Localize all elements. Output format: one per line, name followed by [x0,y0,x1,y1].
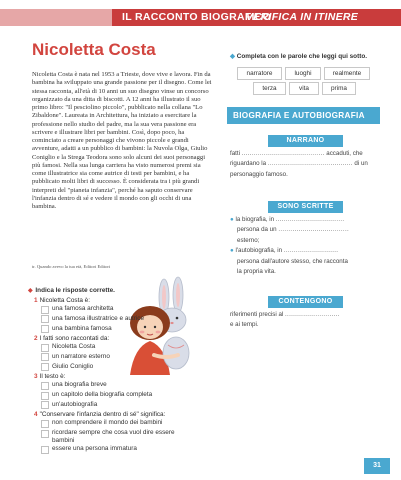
answer-option[interactable] [41,419,178,427]
question-text: "Conservare l'infanzia dentro di sé" significa: [39,411,166,419]
word-box: luoghi [285,67,321,80]
answer-option-label: essere una persona immatura [52,445,137,453]
section-banner: BIOGRAFIA E AUTOBIOGRAFIA [227,107,380,124]
exercise-block [28,287,178,454]
contengono-text: riferimenti precisi al ........................... e ai tempi. [230,311,340,329]
answer-option[interactable] [41,305,178,313]
answer-option-label: non comprendere il mondo dei bambini [52,419,163,427]
checkbox[interactable] [41,392,49,400]
question-text: Nicoletta Costa è: [39,297,91,304]
dot-bullet-icon: ● [230,216,234,223]
answer-option[interactable] [41,363,178,371]
sono-scritte-label: SONO SCRITTE [268,201,343,213]
story-text: Nicoletta Costa è nata nel 1953 a Trieste, dove vive e lavora. Fin da bambina ha sviluppato una grande passione per il disegno. Come lei stessa racconta, all'età di 10 anni un suo disegno vinse un concorso organizzato da una ditta di biscotti. A 12 anni ha illustrato il suo primo libro: "Il pesciolino piccolo", pubblicato nella collana "Lo Zibaldone". Laureata in Architettura, ha iniziato a esercitare la professione nello studio del padre, ma la sua vera passione era scrivere e illustrare libri per bambini. Così, dopo poco, ha cominciato a creare personaggi che vivono piccole e grandi avventure, adatti a un pubblico di bambini: la Nuvola Olga, Giulio Coniglio e la Strega Teodora sono solo alcuni dei suoi personaggi più famosi. Nella sua lunga carriera ha visto numerosi premi sia come illustratrice sia come autrice di testi per bambini, e ha pubblicato molti libri di successo. È considerata tra i più grandi interpreti del "pianeta infanzia", perché ha saputo conservare l'infanzia dentro di sé e vedere il mondo con gli occhi di una bambina. [32,71,212,210]
checkbox[interactable] [41,420,49,428]
word-box: prima [322,82,356,95]
diamond-bullet-icon: ◆ [230,53,235,60]
page-number: 31 [364,458,390,474]
question-item [34,335,178,342]
exercise-title: ◆ Indica le risposte corrette. [28,287,115,294]
answer-option-label: una biografia breve [52,381,107,389]
question-item [34,297,178,304]
answer-option[interactable] [41,353,178,361]
checkbox[interactable] [41,382,49,390]
answer-option-label: un narratore esterno [52,353,110,361]
checkbox[interactable] [41,344,49,352]
contengono-label: CONTENGONO [268,296,343,308]
header-title: IL RACCONTO BIOGRAFICO [112,9,281,26]
answer-option-label: una famosa architetta [52,305,114,313]
answer-option-label: una bambina famosa [52,324,112,332]
checkbox[interactable] [41,430,49,438]
story-credit: tr. Quando avevo la tua età, Editori Editori [32,264,111,269]
checkbox[interactable] [41,446,49,454]
word-box: terza [253,82,286,95]
answer-option[interactable] [41,391,178,399]
word-bank-instruction: ◆ Completa con le parole che leggi qui sotto. [230,53,368,60]
question-number: 4 [34,411,38,419]
checkbox[interactable] [41,306,49,314]
answer-option[interactable] [41,445,178,453]
word-box: realmente [324,67,370,80]
answer-option-label: un capitolo della biografia completa [52,391,153,399]
question-text: Il testo è: [39,373,66,381]
answer-option-label: una famosa illustratrice e autrice [52,314,144,322]
header-section-label: VERIFICA IN ITINERE [246,11,359,23]
checkbox[interactable] [41,325,49,333]
narrano-text: fatti ......................................... accaduti, che riguardano la .......................................... di un personaggio famoso. [230,150,368,178]
answer-option-label: ricordare sempre che cosa vuol dire essere bambini [52,429,175,444]
checkbox[interactable] [41,315,49,323]
page-title: Nicoletta Costa [32,40,156,59]
answer-option-label: un'autobiografia [52,400,98,408]
word-box: vita [289,82,319,95]
checkbox[interactable] [41,363,49,371]
answer-option[interactable] [41,315,178,323]
narrano-label: NARRANO [268,135,343,147]
top-header-bar [0,0,401,33]
sono-scritte-text: ● la biografia, in .................................. persona da un ................................... esterno; ● l'autobiografia, in ........................... persona dall'autore stesso, che racconta la propria vita. [230,216,349,276]
answer-option[interactable] [41,429,178,444]
checkbox[interactable] [41,401,49,409]
question-number: 2 [34,335,38,343]
checkbox[interactable] [41,353,49,361]
answer-option-label: Nicoletta Costa [52,343,96,351]
dot-bullet-icon: ● [230,247,234,255]
answer-option[interactable] [41,325,178,333]
word-box: narratore [237,67,282,80]
question-item [34,411,178,418]
question-item [34,373,178,380]
question-number: 3 [34,373,38,381]
triangle-bullet-icon: ◆ [28,288,33,294]
question-list [28,297,178,454]
question-number: 1 [34,297,38,304]
answer-option-label: Giulio Coniglio [52,362,94,370]
answer-option[interactable] [41,381,178,389]
answer-option[interactable] [41,343,178,351]
answer-option[interactable] [41,401,178,409]
question-text: I fatti sono raccontati da: [39,335,110,343]
